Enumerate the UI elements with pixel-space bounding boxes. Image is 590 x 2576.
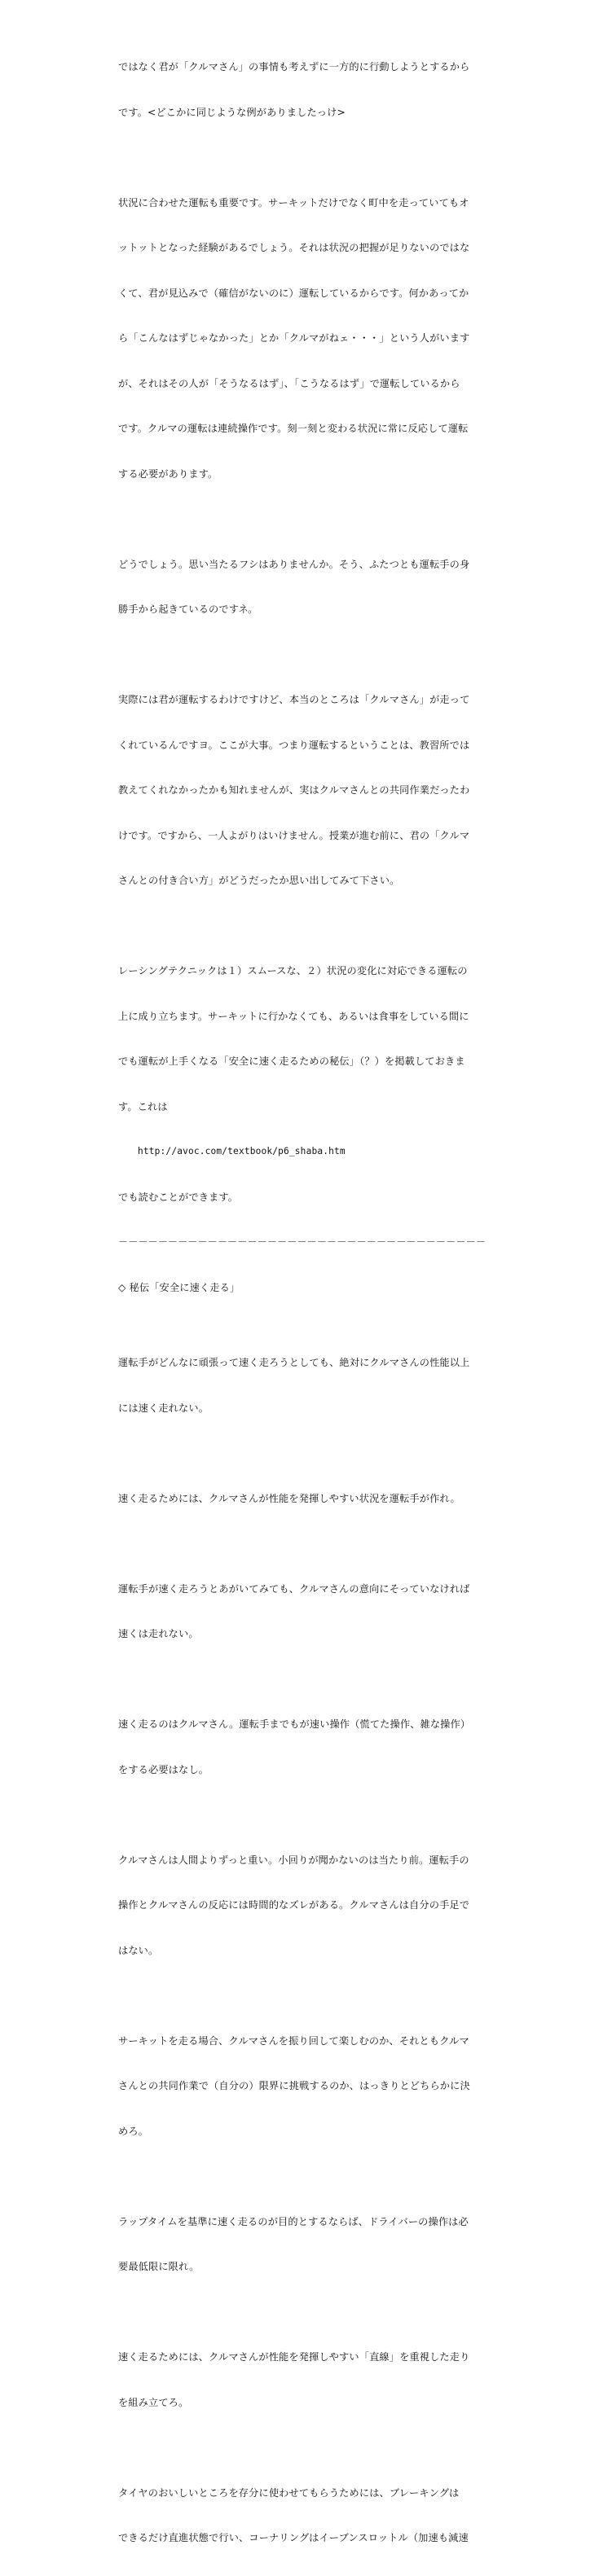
paragraph-intro <box>118 29 485 150</box>
secret-item <box>118 2003 485 2170</box>
text-line: です。<どこかに同じような例がありましたっけ> <box>118 106 346 118</box>
text-line: でも読むことができます。 <box>118 1191 239 1203</box>
text-line: どうでしょう。思い当たるフシはありませんか。そう、ふたつとも運転手の身 <box>118 558 470 570</box>
document-page <box>118 29 485 2576</box>
paragraph-question <box>118 527 485 647</box>
text-line: 速く走るためには、クルマさんが性能を発揮しやすい「直線」を重視した走り <box>118 2351 470 2363</box>
paragraph-cooperation <box>118 662 485 919</box>
textbook-url-link[interactable]: http://avoc.com/textbook/p6_shaba.htm <box>138 1146 346 1156</box>
text-line: 速く走るためには、クルマさんが性能を発揮しやすい状況を運転手が作れ。 <box>118 1492 460 1504</box>
text-line: ら「こんなはずじゃなかった」とか「クルマがねェ・・・」という人がいます <box>118 332 470 344</box>
text-line: 速くは走れない。 <box>118 1628 199 1639</box>
paragraph-situation <box>118 165 485 512</box>
text-line: ではなく君が「クルマさん」の事情も考えずに一方的に行動しようとするから <box>118 61 470 72</box>
secret-item <box>118 1823 485 1989</box>
text-line: さんとの共同作業で（自分の）限界に挑戦するのか、はっきりとどちらかに決 <box>118 2080 470 2091</box>
text-line: す。これは <box>118 1100 168 1112</box>
text-line: が、それはその人が「そうなるはず」、「こうなるはず」で運転しているから <box>118 377 460 389</box>
text-line: 運転手がどんなに頑張って速く走ろうとしても、絶対にクルマさんの性能以上 <box>118 1357 470 1368</box>
text-line: 状況に合わせた運転も重要です。サーキットだけでなく町中を走っていてもオ <box>118 196 469 208</box>
secret-item <box>118 2319 485 2440</box>
secret-item <box>118 1461 485 1537</box>
text-line: 操作とクルマさんの反応には時間的なズレがある。クルマさんは自分の手足で <box>118 1899 470 1911</box>
secret-item <box>118 1325 485 1446</box>
text-line: できるだけ直進状態で行い、コーナリングはイーブンスロットル（加速も減速 <box>118 2532 469 2543</box>
text-line: けです。ですから、一人よがりはいけません。授業が進む前に、君の「クルマ <box>118 829 470 841</box>
text-line: はない。 <box>118 1944 159 1956</box>
text-line: 勝手から起きているのですネ。 <box>118 603 258 615</box>
dashed-divider: －－－－－－－－－－－－－－－－－－－－－－－－－－－－－－－－－－－－－ <box>118 1236 486 1248</box>
secret-item <box>118 2184 485 2305</box>
text-line: する必要があります。 <box>118 467 218 480</box>
text-line: 実際には君が運転するわけですけど、本当のところは「クルマさん」が走って <box>118 694 470 705</box>
text-line: くれているんですヨ。ここが大事。つまり運転するということは、教習所では <box>118 739 470 751</box>
secret-item <box>118 1687 485 1807</box>
text-line: をする必要はなし。 <box>118 1763 209 1775</box>
text-line: 上に成り立ちます。サーキットに行かなくても、あるいは食事をしている間に <box>118 1010 469 1022</box>
text-line: ラップタイムを基準に速く走るのが目的とするならば、ドライバーの操作は必 <box>118 2215 469 2227</box>
text-line: 要最低限に限れ。 <box>118 2261 200 2272</box>
text-line: タイヤのおいしいところを存分に使わせてもらうためには、ブレーキングは <box>118 2486 460 2499</box>
text-line: です。クルマの運転は連続操作です。刻一刻と変わる状況に常に反応して運転 <box>118 423 469 434</box>
text-line: 教えてくれなかったかも知れませんが、実はクルマさんとの共同作業だったわ <box>118 784 470 796</box>
text-line: クルマさんは人間よりずっと重い。小回りが聞かないのは当たり前。運転手の <box>118 1854 469 1866</box>
text-line: めろ。 <box>118 2125 149 2137</box>
secret-item <box>118 1551 485 1672</box>
paragraph-racing-technique <box>118 933 485 1325</box>
section-heading: ◇ 秘伝「安全に速く走る」 <box>118 1281 240 1293</box>
text-line: を組み立てろ。 <box>118 2396 189 2408</box>
text-line: さんとの付き合い方」がどうだったか思い出してみて下さい。 <box>118 875 400 886</box>
text-line: には速く走れない。 <box>118 1402 209 1414</box>
secret-item <box>118 2455 485 2576</box>
text-line: レーシングテクニックは１）スムースな、２）状況の変化に対応できる運転の <box>118 965 468 976</box>
text-line: でも運転が上手くなる「安全に速く走るための秘伝」（？）を掲載しておきま <box>118 1055 465 1067</box>
text-line: サーキットを走る場合、クルマさんを振り回して楽しむのか、それともクルマ <box>118 2034 469 2047</box>
text-line: 速く走るのはクルマさん。運転手までもが速い操作（慌てた操作、雑な操作） <box>118 1718 471 1730</box>
text-line: 運転手が速く走ろうとあがいてみても、クルマさんの意向にそっていなければ <box>118 1582 470 1595</box>
text-line: くて、君が見込みで（確信がないのに）運転しているからです。何かあってか <box>118 287 469 299</box>
text-line: ットットとなった経験があるでしょう。それは状況の把握が足りないのではな <box>118 242 470 253</box>
